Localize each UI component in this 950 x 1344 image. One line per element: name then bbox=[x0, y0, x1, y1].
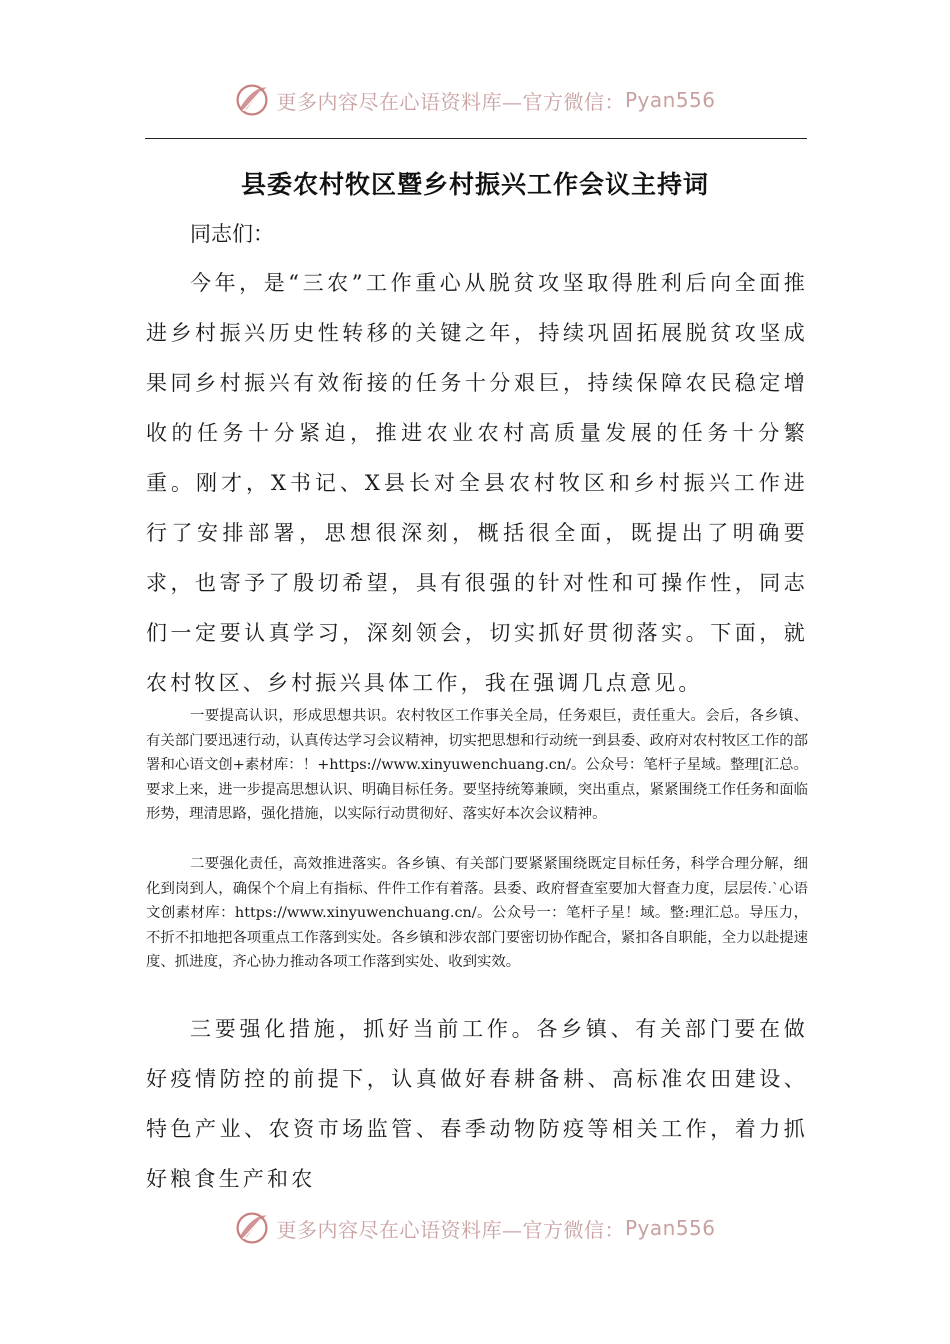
header-banner-brand: Pyan556 bbox=[624, 88, 716, 112]
paragraph-point-1: 一要提高认识，形成思想共识。农村牧区工作事关全局，任务艰巨，责任重大。会后，各乡镇、有关部门要迅速行动，认真传达学习会议精神，切实把思想和行动统一到县委、政府对农村牧区工作的部署和心语文创+素材库：！+https://www.xinyuwenchuang.cn/。公众号：笔杆子星域。整理[汇总。要求上来，进一步提高思想认识、明确目标任务。要坚持统筹兼顾，突出重点，紧紧围绕工作任务和面临形势，理清思路，强化措施，以实际行动贯彻好、落实好本次会议精神。 bbox=[146, 708, 808, 823]
quill-logo-icon bbox=[234, 82, 270, 118]
paragraph-point-3: 三要强化措施，抓好当前工作。各乡镇、有关部门要在做好疫情防控的前提下，认真做好春耕备耕、高标准农田建设、特色产业、农资市场监管、春季动物防疫等相关工作，着力抓好粮食生产和农 bbox=[146, 1017, 808, 1191]
paragraph-intro: 今年，是“三农”工作重心从脱贫攻坚取得胜利后向全面推进乡村振兴历史性转移的关键之年，持续巩固拓展脱贫攻坚成果同乡村振兴有效衔接的任务十分艰巨，持续保障农民稳定增收的任务十分紧迫，推进农业农村高质量发展的任务十分繁重。刚才，X书记、X县长对全县农村牧区和乡村振兴工作进行了安排部署，思想很深刻，概括很全面，既提出了明确要求，也寄予了殷切希望，具有很强的针对性和可操作性，同志们一定要认真学习，深刻领会，切实抓好贯彻落实。下面，就农村牧区、乡村振兴具体工作，我在强调几点意见。 bbox=[146, 271, 808, 695]
footer-banner bbox=[0, 1208, 950, 1248]
header-banner-text: 更多内容尽在心语资料库—官方微信： bbox=[276, 89, 625, 114]
footer-banner-text: 更多内容尽在心语资料库—官方微信： bbox=[276, 1217, 625, 1242]
salutation: 同志们： bbox=[190, 222, 274, 246]
header-divider bbox=[145, 138, 807, 139]
document-title: 县委农村牧区暨乡村振兴工作会议主持词 bbox=[240, 170, 709, 199]
quill-logo-icon bbox=[234, 1210, 270, 1246]
footer-banner-brand: Pyan556 bbox=[624, 1216, 716, 1240]
header-banner bbox=[0, 80, 950, 120]
paragraph-point-2: 二要强化责任，高效推进落实。各乡镇、有关部门要紧紧围绕既定目标任务，科学合理分解，细化到岗到人，确保个个肩上有指标、件件工作有着落。县委、政府督查室要加大督查力度，层层传.`心语文创素材库：https://www.xinyuwenchuang.cn/。公众号一：笔杆子星！域。整:理汇总。导压力，不折不扣地把各项重点工作落到实处。各乡镇和涉农部门要密切协作配合，紧扣各自职能，全力以赴提速度、抓进度，齐心协力推动各项工作落到实处、收到实效。 bbox=[146, 856, 808, 971]
